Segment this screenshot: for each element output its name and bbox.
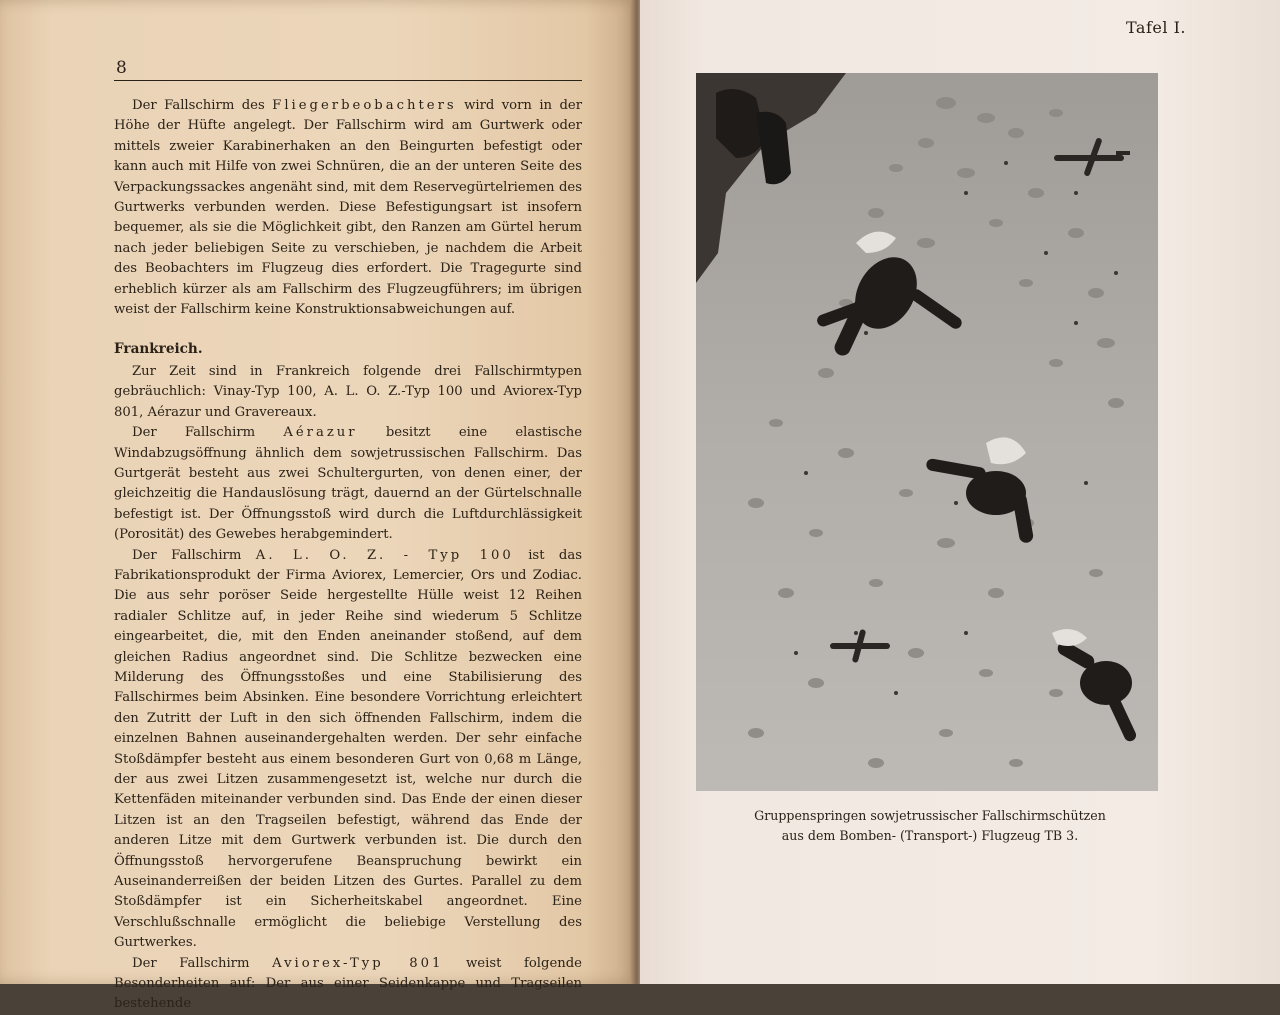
photo-caption	[720, 806, 1140, 846]
text-run: Zur Zeit sind in Frankreich folgende drei Fallschirmtypen gebräuchlich: Vinay-Typ 100, A. L. O. Z.-Typ 100 und Aviorex-Typ 801, Aérazur und Gravereaux.	[114, 363, 582, 420]
text-run: besitzt eine elastische Windabzugsöffnung ähnlich dem sowjetrussischen Fallschirm. Das Gurtgerät besteht aus zwei Schultergurten, von denen einer, der gleichzeitig die Handauslösung trägt, dauernd an der Gürtelschnalle befestigt ist. Der Öffnungsstoß wird durch die Luftdurchlässigkeit (Porosität) des Gewebes herabgemindert.	[114, 425, 582, 543]
section-heading: Frankreich.	[114, 341, 203, 358]
caption-line-1: Gruppenspringen sowjetrussischer Fallschirmschützen	[754, 808, 1106, 823]
paratroopers-photo	[696, 73, 1158, 791]
plate-label: Tafel I.	[1126, 18, 1186, 37]
emphasized-term: A. L. O. Z. - Typ 100	[255, 547, 514, 563]
emphasized-term: Aviorex-Typ 801	[272, 955, 444, 971]
paragraph-observer-parachute	[114, 96, 582, 320]
emphasized-term: Fliegerbeobachters	[272, 98, 457, 113]
header-rule	[114, 80, 582, 81]
paragraph-types	[114, 362, 582, 423]
paragraph-aerazur	[114, 423, 582, 545]
text-run: Der Fallschirm des	[132, 98, 273, 113]
text-run: wird vorn in der Höhe der Hüfte angelegt. Der Fallschirm wird am Gurtwerk oder mittels zweier Karabinerhaken an den Beingurten befestigt oder kann auch mit Hilfe von zwei Schnüren, die an der unteren Seite des Verpackungssackes angenäht sind, mit dem Reservegürtelriemen des Gurtwerks verbunden werden. Diese Befestigungsart ist insofern bequemer, als sie die Möglichkeit gibt, den Ranzen am Gürtel herum nach jeder beliebigen Seite zu verschieben, je nachdem die Arbeit des Beobachters im Flugzeug dies erfordert. Die Tragegurte sind erheblich kürzer als am Fallschirm des Flugzeugführers; im übrigen weist der Fallschirm keine Konstruktionsabweichungen auf.	[114, 98, 583, 318]
body-text	[114, 96, 582, 1015]
photo-illustration	[696, 73, 1158, 791]
text-run: Der Fallschirm	[132, 955, 273, 971]
text-run: weist folgende Besonderheiten auf: Der aus einer Seidenkappe und Tragseilen bestehende	[114, 955, 582, 1012]
text-run: Der Fallschirm	[132, 425, 284, 441]
text-run: ist das Fabrikationsprodukt der Firma Aviorex, Lemercier, Ors und Zodiac. Die aus sehr poröser Seide hergestellte Hülle weist 12 Reihen radialer Schlitze auf, in jeder Reihe sind wiederum 5 Schlitze eingearbeitet, die, mit den Enden aneinander stoßend, auf dem gleichen Radius angeordnet sind. Die Schlitze bezwecken eine Milderung des Öffnungsstoßes und eine Stabilisierung des Fallschirmes beim Absinken. Eine besondere Vorrichtung erleichtert den Zutritt der Luft in den sich öffnenden Fallschirm, indem die einzelnen Bahnen auseinandergehalten werden. Der sehr einfache Stoßdämpfer besteht aus einem besonderen Gurt von 0,68 m Länge, der aus zwei Litzen zusammengesetzt ist, welche nur durch die Kettenfäden miteinander verbunden sind. Das Ende der einen dieser Litzen ist an den Tragseilen befestigt, während das Ende der anderen Litze mit dem Gurtwerk verbunden ist. Die durch den Öffnungsstoß hervorgerufene Beanspruchung bewirkt ein Auseinanderreißen der beiden Litzen des Gurtes. Parallel zu dem Stoßdämpfer ist ein Sicherheitskabel angeordnet. Eine Verschlußschnalle ermöglicht die beliebige Verstellung des Gurtwerkes.	[114, 547, 582, 951]
left-page	[0, 0, 636, 1012]
text-run: Der Fallschirm	[132, 547, 256, 563]
paragraph-aviorex	[114, 954, 582, 1015]
caption-line-2: aus dem Bomben- (Transport-) Flugzeug TB 3.	[781, 828, 1079, 843]
paragraph-aloz	[114, 546, 582, 954]
page-number: 8	[116, 58, 127, 78]
emphasized-term: Aérazur	[283, 425, 358, 441]
